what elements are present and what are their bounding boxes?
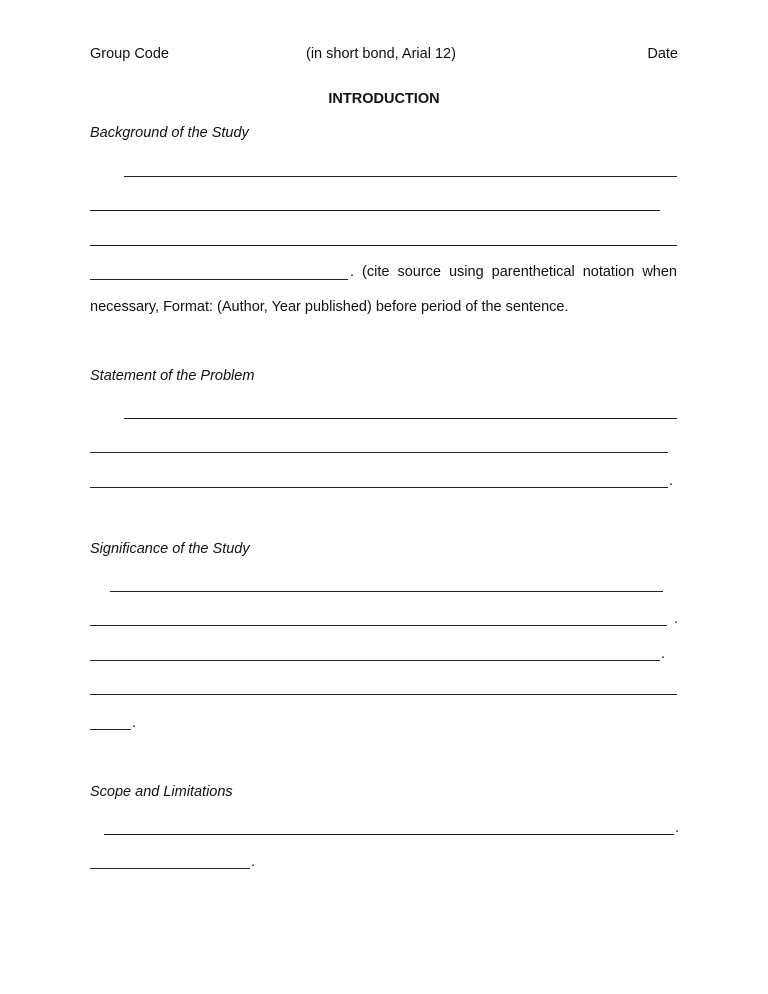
blank-line (90, 660, 660, 661)
cite-instruction-line2: necessary, Format: (Author, Year published) before period of the sentence. (90, 299, 569, 315)
blank-line (90, 694, 677, 695)
heading-background: Background of the Study (90, 125, 249, 141)
heading-scope: Scope and Limitations (90, 784, 233, 800)
blank-line (110, 591, 663, 592)
blank-line (104, 834, 674, 835)
blank-line (90, 245, 677, 246)
period-mark: . (251, 854, 256, 870)
heading-problem: Statement of the Problem (90, 368, 255, 384)
blank-line (124, 176, 677, 177)
blank-line (90, 210, 660, 211)
blank-line (90, 452, 668, 453)
blank-line (90, 729, 131, 730)
period-mark: . (669, 473, 674, 489)
blank-line (90, 868, 250, 869)
blank-line (90, 279, 348, 280)
period-mark: . (132, 715, 137, 731)
period-mark: . (661, 646, 666, 662)
period-mark: . (675, 820, 680, 836)
heading-significance: Significance of the Study (90, 541, 250, 557)
period-mark: . (674, 611, 679, 627)
page-title: INTRODUCTION (328, 91, 440, 107)
group-code-label: Group Code (90, 46, 169, 62)
format-note: (in short bond, Arial 12) (306, 46, 456, 62)
cite-instruction-line1: . (cite source using parenthetical notation when (350, 264, 677, 280)
blank-line (90, 487, 668, 488)
blank-line (90, 625, 667, 626)
date-label: Date (647, 46, 678, 62)
blank-line (124, 418, 677, 419)
